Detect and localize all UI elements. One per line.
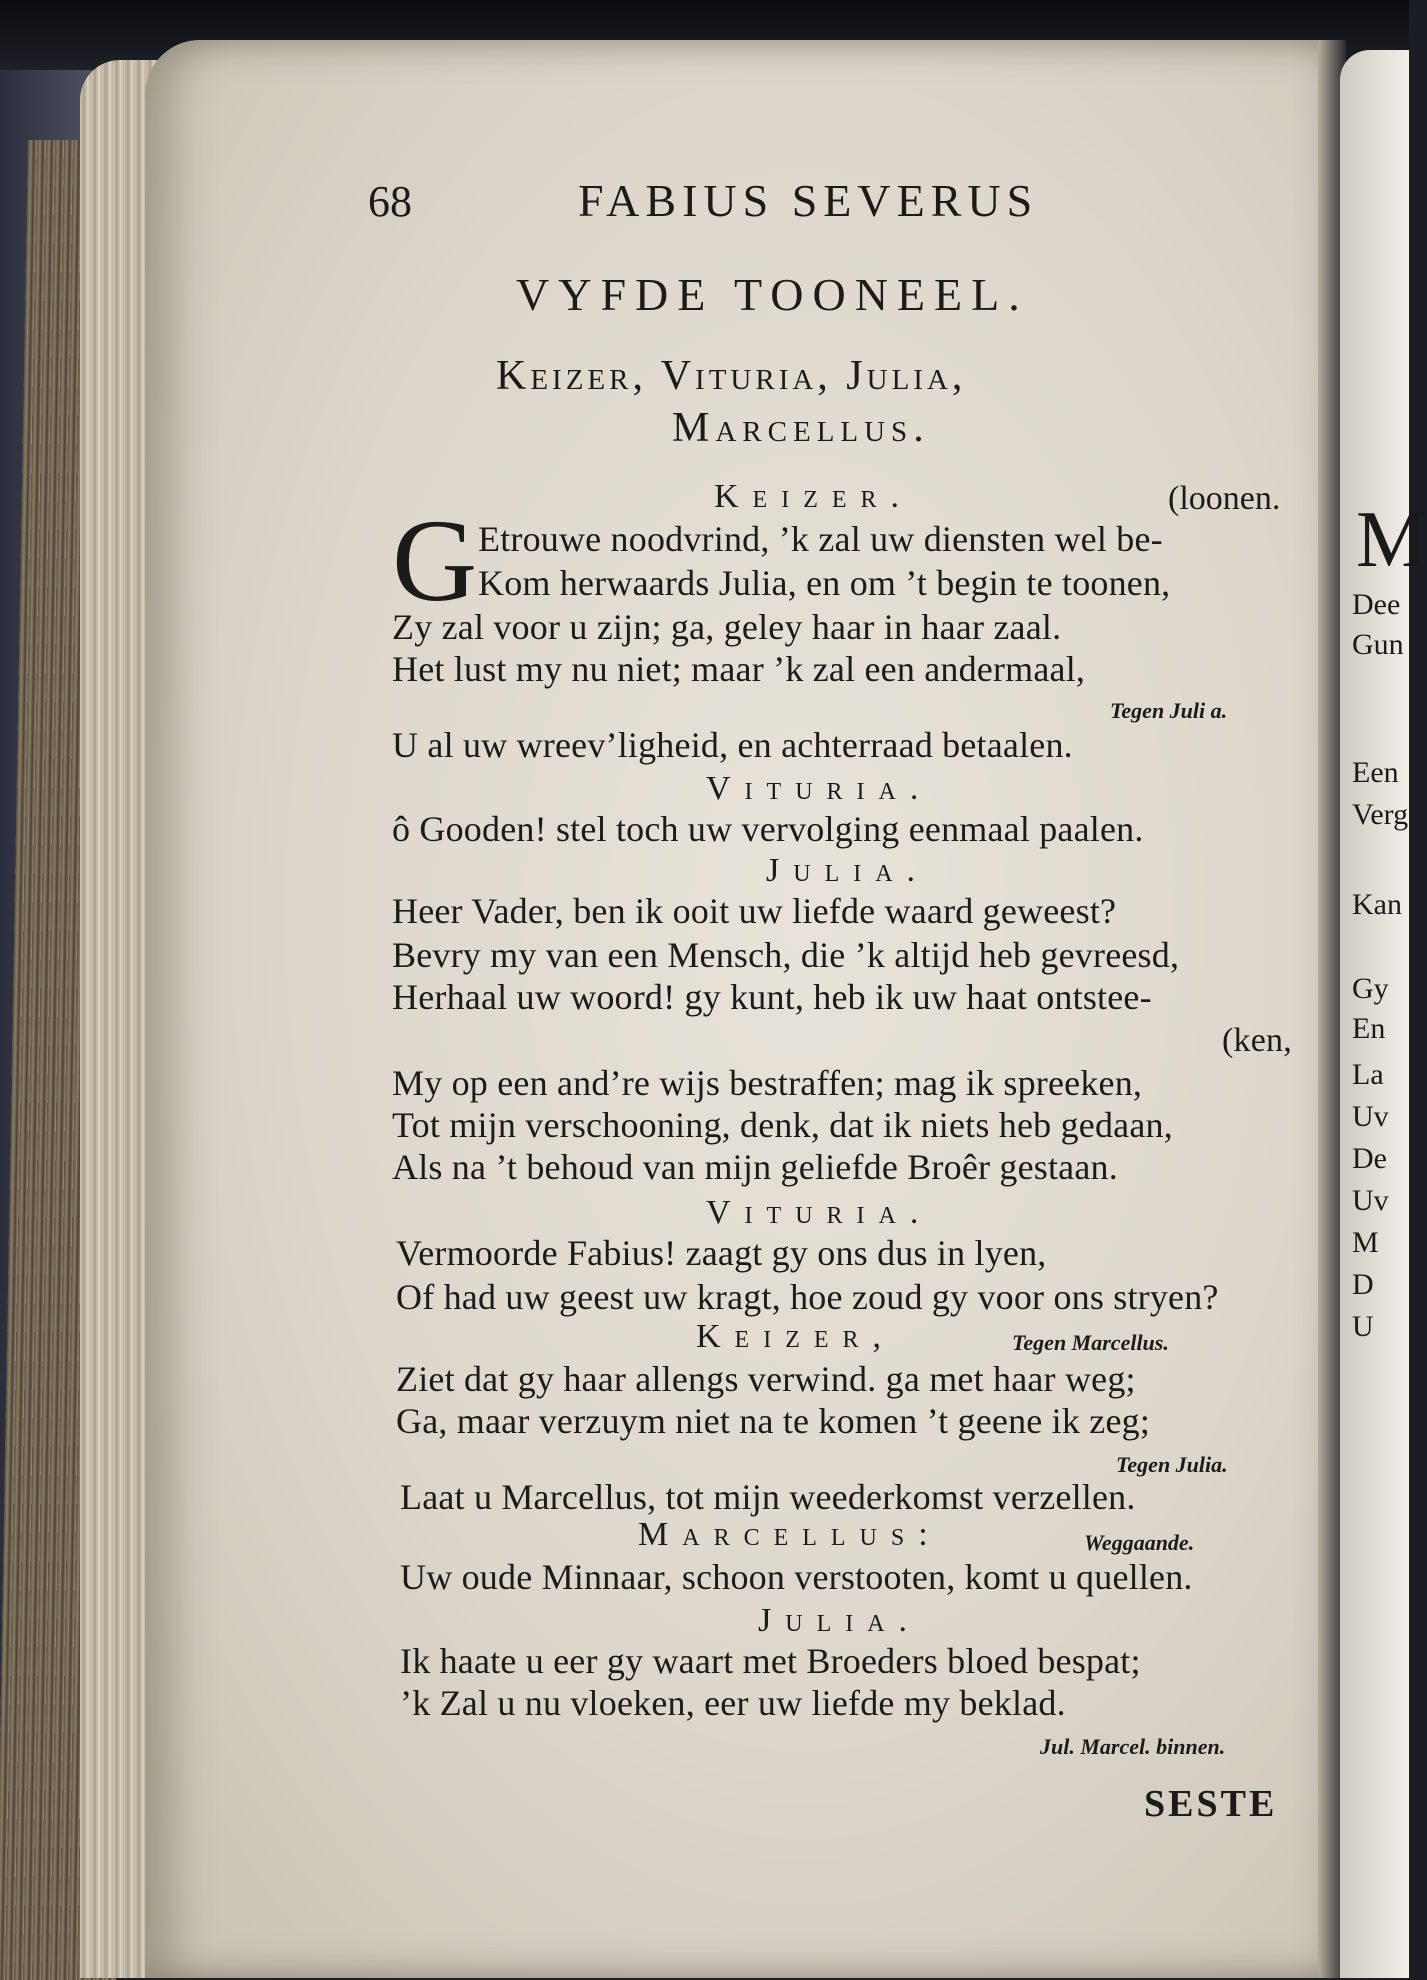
cast-list-line: Keizer, Vituria, Julia, [496,353,967,399]
facing-page [1340,50,1427,1978]
verse-line: Bevry my van een Mensch, die ’k altijd heb gevreesd, [392,935,1180,975]
verse-line: Etrouwe noodvrind, ’k zal uw diensten wel be- [478,519,1163,559]
running-title: FABIUS SEVERUS [578,175,1039,226]
stage-direction: Weggaande. [1084,1530,1195,1555]
verse-line: U al uw wreev’ligheid, en achterraad betaalen. [392,725,1073,765]
speaker-name: Vituria. [706,770,933,807]
facing-page-fragment: D [1352,1268,1374,1301]
drop-cap: G [392,495,478,626]
verse-line: Ik haate u eer gy waart met Broeders bloed bespat; [400,1641,1141,1681]
page-number: 68 [368,177,412,226]
verse-line: Vermoorde Fabius! zaagt gy ons dus in lyen, [396,1233,1047,1273]
verse-line: ô Gooden! stel toch uw vervolging eenmaal paalen. [392,809,1144,849]
stage-direction: (loonen. [1168,480,1281,517]
verse-line: Als na ’t behoud van mijn geliefde Broêr gestaan. [392,1147,1118,1187]
speaker-name: Vituria. [706,1194,933,1231]
catchword: SESTE [1144,1783,1278,1825]
facing-page-fragment: M [1356,496,1427,584]
verse-line: Ziet dat gy haar allengs verwind. ga met haar weg; [396,1359,1136,1399]
stage-direction: Tegen Julia. [1116,1452,1228,1477]
facing-page-fragment: Een [1352,756,1399,789]
stage-direction: Tegen Marcellus. [1012,1330,1169,1355]
verse-line: Kom herwaards Julia, en om ’t begin te toonen, [478,563,1171,603]
verse-line: Of had uw geest uw kragt, hoe zoud gy voor ons stryen? [396,1277,1219,1317]
facing-page-fragment: Verg [1352,798,1409,831]
verse-line: Tot mijn verschooning, denk, dat ik niets heb gedaan, [392,1105,1173,1145]
verse-line-turnover: (ken, [1222,1022,1292,1059]
facing-page-fragment: Uv [1352,1100,1389,1133]
verse-line: Het lust my nu niet; maar ’k zal een andermaal, [392,649,1086,689]
speaker-name: Keizer, [696,1318,896,1355]
facing-page-fragment: De [1352,1142,1387,1175]
facing-page-fragment: U [1352,1310,1374,1343]
scene-title: VYFDE TOONEEL. [516,269,1029,320]
facing-page-fragment: Dee [1352,588,1401,621]
verse-line: My op een and’re wijs bestraffen; mag ik spreeken, [392,1063,1143,1103]
facing-page-fragment: En [1352,1012,1386,1045]
speaker-name: Julia. [766,852,930,889]
facing-page-fragment: M [1352,1226,1379,1259]
facing-page-fragment: Kan [1352,888,1402,921]
cast-list-line: Marcellus. [672,405,930,451]
verse-line: Uw oude Minnaar, schoon verstooten, komt u quellen. [400,1557,1193,1597]
verse-line: ’k Zal u nu vloeken, eer uw liefde my beklad. [400,1683,1066,1723]
verse-line: Laat u Marcellus, tot mijn weederkomst verzellen. [400,1477,1136,1517]
facing-page-fragment: Gun [1352,628,1404,661]
stage-direction: Jul. Marcel. binnen. [1040,1734,1226,1759]
speaker-name: Marcellus: [638,1516,942,1553]
speaker-name: Keizer. [714,478,914,515]
verse-line: Ga, maar verzuym niet na te komen ’t geene ik zeg; [396,1401,1151,1441]
facing-page-fragment: Gy [1352,972,1389,1005]
stage-direction: Tegen Juli a. [1110,698,1228,723]
speaker-name: Julia. [758,1602,922,1639]
verse-line: Zy zal voor u zijn; ga, geley haar in haar zaal. [392,607,1062,647]
verse-line: Heer Vader, ben ik ooit uw liefde waard geweest? [392,891,1117,931]
verse-line: Herhaal uw woord! gy kunt, heb ik uw haat ontstee- [392,977,1152,1017]
facing-page-fragment: Uv [1352,1184,1389,1217]
facing-page-fragment: La [1352,1058,1384,1091]
